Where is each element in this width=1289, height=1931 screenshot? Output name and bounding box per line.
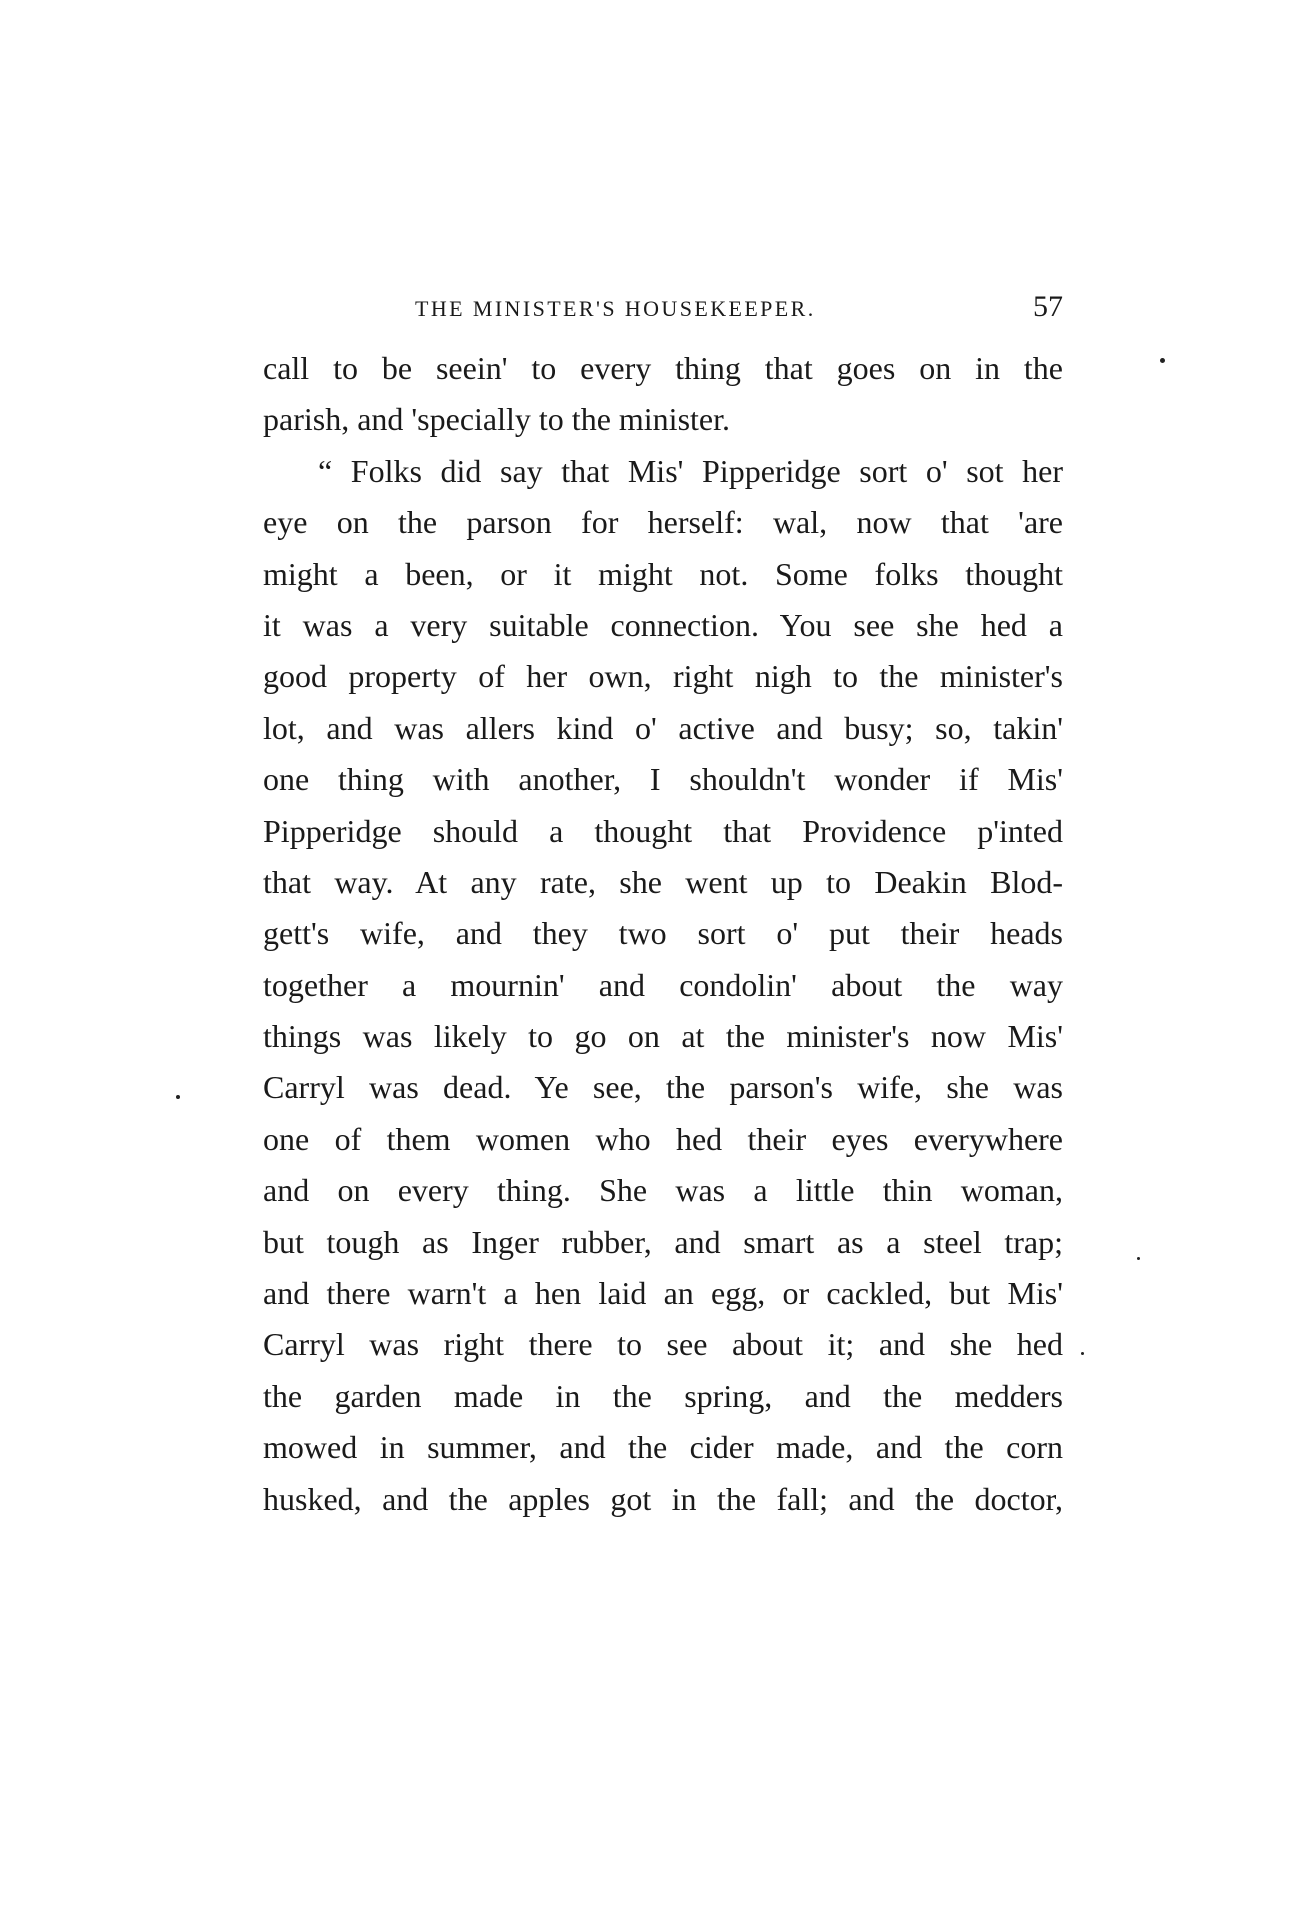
ink-speck — [1160, 358, 1165, 363]
text-line: mowed in summer, and the cider made, and the corn — [263, 1429, 1063, 1466]
body-text — [263, 343, 1063, 1525]
text-line: “ Folks did say that Mis' Pipperidge sort o' sot her — [318, 452, 1063, 489]
text-line: parish, and 'specially to the minister. — [263, 401, 730, 438]
text-line: that way. At any rate, she went up to Deakin Blod- — [263, 863, 1063, 900]
text-line: lot, and was allers kind o' active and busy; so, takin' — [263, 709, 1063, 746]
page-number: 57 — [1033, 290, 1063, 323]
ink-speck — [176, 1095, 180, 1099]
text-line: one thing with another, I shouldn't wonder if Mis' — [263, 761, 1063, 798]
text-line: Carryl was dead. Ye see, the parson's wife, she was — [263, 1069, 1063, 1106]
ink-speck — [1081, 1352, 1084, 1355]
text-line: and on every thing. She was a little thin woman, — [263, 1172, 1063, 1209]
running-title: THE MINISTER'S HOUSEKEEPER. — [415, 296, 816, 321]
text-line: Pipperidge should a thought that Providence p'inted — [263, 812, 1063, 849]
text-line: might a been, or it might not. Some folks thought — [263, 555, 1063, 592]
text-line: one of them women who hed their eyes everywhere — [263, 1120, 1063, 1157]
running-head — [263, 290, 1063, 332]
ink-speck — [1137, 1257, 1140, 1260]
text-line: things was likely to go on at the minister's now Mis' — [263, 1018, 1063, 1055]
text-line: but tough as Inger rubber, and smart as a steel trap; — [263, 1223, 1063, 1260]
text-line: gett's wife, and they two sort o' put their heads — [263, 915, 1063, 952]
text-line: the garden made in the spring, and the medders — [263, 1377, 1063, 1414]
text-line: and there warn't a hen laid an egg, or cackled, but Mis' — [263, 1275, 1063, 1312]
text-line: Carryl was right there to see about it; and she hed — [263, 1326, 1063, 1363]
text-line: eye on the parson for herself: wal, now that 'are — [263, 504, 1063, 541]
text-line: together a mournin' and condolin' about the way — [263, 966, 1063, 1003]
text-line: call to be seein' to every thing that goes on in the — [263, 350, 1063, 386]
text-line: it was a very suitable connection. You see she hed a — [263, 606, 1063, 643]
text-line: good property of her own, right nigh to the minister's — [263, 658, 1063, 695]
text-line: husked, and the apples got in the fall; and the doctor, — [263, 1480, 1063, 1517]
